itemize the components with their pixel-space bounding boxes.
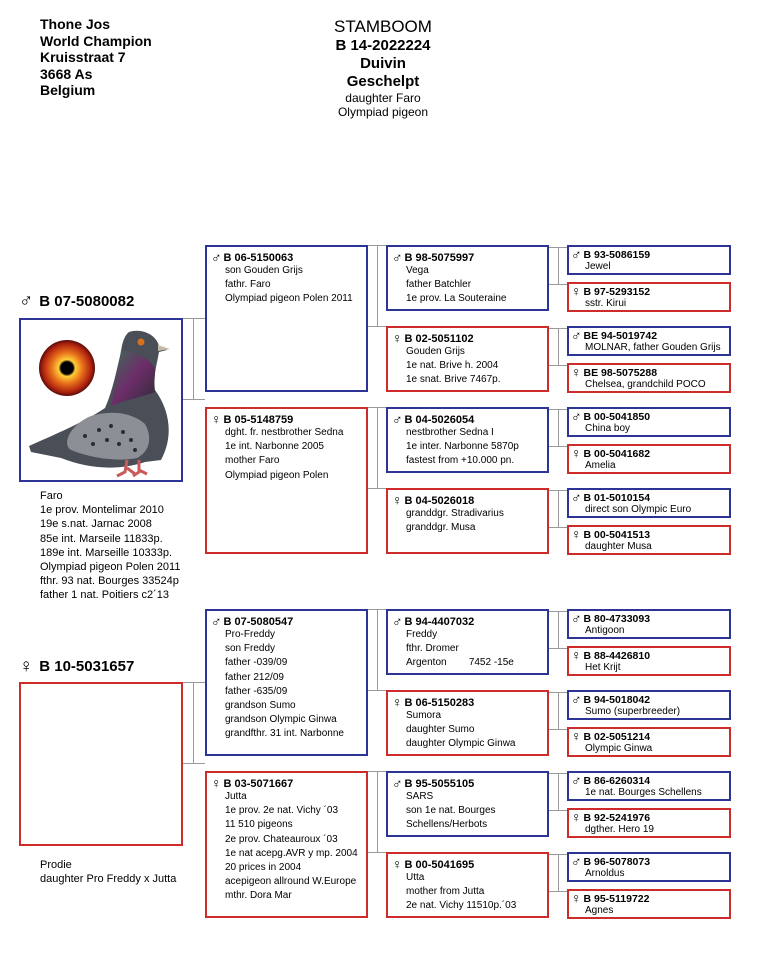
card-info: mother from Jutta: [406, 886, 485, 898]
card-info: fathr. Faro: [225, 279, 271, 291]
card-info: 1e snat. Brive 7467p.: [406, 374, 501, 386]
female-icon: ♀: [571, 364, 582, 380]
card-info: granddgr. Musa: [406, 522, 476, 534]
ring-number: B 86-6260314: [583, 775, 651, 787]
female-icon: ♀: [211, 411, 222, 427]
ring-number: B 02-5051214: [583, 731, 651, 743]
card-info: Vega: [406, 265, 429, 276]
pedigree-card-gen4: [567, 525, 731, 555]
ring-number: B 95-5055105: [404, 778, 475, 790]
card-info: nestbrother Sedna I: [406, 427, 494, 438]
sire-result: 85e int. Marseile 11833p.: [40, 532, 163, 545]
pedigree-header: [280, 17, 486, 119]
female-icon: ♀: [571, 283, 582, 299]
card-info: Sumora: [406, 710, 442, 721]
card-info: Antigoon: [585, 625, 625, 636]
card-info: Olympiad pigeon Polen 2011: [225, 293, 353, 305]
male-icon: ♂: [571, 853, 582, 869]
female-icon: ♀: [19, 656, 34, 677]
pedigree-card-gen4: [567, 407, 731, 437]
card-info: 1e inter. Narbonne 5870p: [406, 441, 519, 453]
card-info: Amelia: [585, 460, 616, 471]
female-icon: ♀: [571, 526, 582, 542]
pedigree-card-gen4: [567, 363, 731, 393]
sire-result: 19e s.nat. Jarnac 2008: [40, 518, 152, 531]
card-info: Argenton 7452 -15e: [406, 657, 514, 669]
pedigree-card-gen4: [567, 488, 731, 518]
card-info: China boy: [585, 423, 631, 434]
card-info: 11 510 pigeons: [225, 819, 293, 831]
male-icon: ♂: [392, 411, 403, 427]
card-info: father -635/09: [225, 685, 288, 697]
card-info: daughter Olympic Ginwa: [406, 738, 516, 750]
ring-number: BE 94-5019742: [583, 330, 658, 342]
pedigree-card-gen3: [386, 852, 549, 918]
sire-name: Faro: [40, 490, 63, 502]
ring-number: B 97-5293152: [583, 286, 651, 298]
male-icon: ♂: [571, 489, 582, 505]
male-icon: ♂: [571, 408, 582, 424]
card-info: Pro-Freddy: [225, 629, 276, 640]
card-info: 1e prov. 2e nat. Vichy ´03: [225, 805, 339, 817]
card-info: son 1e nat. Bourges: [406, 805, 496, 817]
card-info: Olympic Ginwa: [585, 743, 653, 754]
sire-photo-frame: [19, 318, 183, 482]
female-icon: ♀: [571, 445, 582, 461]
male-icon: ♂: [211, 613, 222, 629]
dam-name: Prodie: [40, 859, 72, 871]
pedigree-card-gen2: [205, 609, 368, 756]
card-info: son Gouden Grijs: [225, 265, 303, 276]
card-info: mother Faro: [225, 455, 280, 467]
card-info: Olympiad pigeon Polen: [225, 469, 329, 481]
card-info: son Freddy: [225, 643, 276, 655]
sire-heading: [19, 293, 134, 311]
ring-number: B 04-5026054: [404, 414, 475, 426]
dam-photo-frame: [19, 682, 183, 846]
card-info: Schellens/Herbots: [406, 819, 488, 831]
card-info: fastest from +10.000 pn.: [406, 455, 515, 467]
card-info: sstr. Kirui: [585, 298, 627, 309]
sire-ring: B 07-5080082: [39, 293, 135, 310]
card-info: Sumo (superbreeder): [585, 706, 681, 717]
male-icon: ♂: [571, 246, 582, 262]
pedigree-card-gen4: [567, 889, 731, 919]
card-info: father Batchler: [406, 279, 472, 291]
owner-title: World Champion: [40, 32, 152, 49]
male-icon: ♂: [19, 291, 34, 312]
ring-number: B 03-5071667: [223, 778, 294, 790]
card-info: Utta: [406, 872, 425, 883]
ring-number: BE 98-5075288: [583, 367, 658, 379]
card-info: acepigeon allround W.Europe: [225, 876, 357, 888]
dam-parentage: daughter Pro Freddy x Jutta: [40, 873, 177, 886]
female-icon: ♀: [392, 856, 403, 872]
owner-city: 3668 As: [40, 65, 93, 82]
dam-description: [40, 858, 176, 886]
female-icon: ♀: [211, 775, 222, 791]
card-info: grandson Olympic Ginwa: [225, 714, 337, 726]
card-info: granddgr. Stradivarius: [406, 508, 504, 519]
pedigree-card-gen3: [386, 326, 549, 392]
card-info: Jutta: [225, 791, 247, 802]
female-icon: ♀: [392, 330, 403, 346]
female-icon: ♀: [571, 728, 582, 744]
subject-note-2: Olympiad pigeon: [337, 105, 429, 119]
ring-number: B 00-5041695: [404, 859, 475, 871]
card-info: fthr. Dromer: [406, 643, 459, 655]
ring-number: B 95-5119722: [583, 893, 650, 905]
card-info: Het Krijt: [585, 662, 621, 673]
card-info: 1e nat acepg.AVR y mp. 2004: [225, 847, 358, 859]
female-icon: ♀: [571, 647, 582, 663]
card-info: Jewel: [585, 261, 611, 272]
female-icon: ♀: [392, 694, 403, 710]
card-info: grandfthr. 31 int. Narbonne: [225, 728, 344, 740]
ring-number: B 98-5075997: [404, 252, 475, 264]
ring-number: B 00-5041682: [583, 448, 651, 460]
owner-name: Thone Jos: [40, 16, 111, 32]
subject-species: Duivin: [360, 55, 406, 72]
sire-result: fthr. 93 nat. Bourges 33524p: [40, 575, 179, 588]
pedigree-card-gen3: [386, 407, 549, 473]
card-info: direct son Olympic Euro: [585, 504, 692, 515]
card-info: daughter Musa: [585, 541, 652, 552]
ring-number: B 06-5150063: [223, 252, 294, 264]
card-info: Agnes: [585, 905, 614, 916]
card-info: mthr. Dora Mar: [225, 890, 292, 902]
ring-number: B 05-5148759: [223, 414, 294, 426]
male-icon: ♂: [571, 772, 582, 788]
ring-number: B 04-5026018: [404, 495, 475, 507]
ring-number: B 00-5041513: [583, 529, 651, 541]
ring-number: B 92-5241976: [583, 812, 651, 824]
card-info: Gouden Grijs: [406, 346, 465, 357]
pedigree-card-gen2: [205, 407, 368, 554]
male-icon: ♂: [392, 775, 403, 791]
pedigree-card-gen3: [386, 771, 549, 837]
card-info: 2e nat. Vichy 11510p.´03: [406, 900, 517, 912]
pedigree-card-gen4: [567, 326, 731, 356]
pedigree-card-gen3: [386, 609, 549, 675]
card-info: dght. fr. nestbrother Sedna: [225, 427, 344, 438]
ring-number: B 93-5086159: [583, 249, 651, 261]
pedigree-card-gen3: [386, 488, 549, 554]
card-info: dgther. Hero 19: [585, 824, 654, 835]
sire-description: [40, 489, 180, 603]
ring-number: B 01-5010154: [583, 492, 651, 504]
male-icon: ♂: [571, 327, 582, 343]
pedigree-card-gen4: [567, 690, 731, 720]
female-icon: ♀: [571, 809, 582, 825]
card-info: 1e nat. Brive h. 2004: [406, 360, 499, 372]
pedigree-card-gen4: [567, 771, 731, 801]
owner-country: Belgium: [40, 82, 96, 98]
male-icon: ♂: [392, 249, 403, 265]
pedigree-card-gen2: [205, 771, 368, 918]
ring-number: B 96-5078073: [583, 856, 651, 868]
sire-result: 1e prov. Montelimar 2010: [40, 504, 164, 517]
ring-number: B 02-5051102: [404, 333, 474, 345]
dam-heading: [19, 658, 134, 676]
subject-ring: B 14-2022224: [335, 37, 431, 54]
male-icon: ♂: [211, 249, 222, 265]
card-info: 2e prov. Chateauroux ´03: [225, 833, 338, 845]
ring-number: B 00-5041850: [583, 411, 651, 423]
card-info: 20 prices in 2004: [225, 862, 302, 874]
card-info: MOLNAR, father Gouden Grijs: [585, 342, 721, 353]
dam-ring: B 10-5031657: [39, 658, 135, 675]
card-info: 1e prov. La Souteraine: [406, 293, 507, 305]
card-info: Freddy: [406, 629, 438, 640]
owner-block: [40, 16, 152, 99]
ring-number: B 94-4407032: [404, 616, 475, 628]
pedigree-card-gen4: [567, 245, 731, 275]
male-icon: ♂: [571, 691, 582, 707]
ring-number: B 06-5150283: [404, 697, 475, 709]
pedigree-card-gen2: [205, 245, 368, 392]
subject-color: Geschelpt: [346, 73, 420, 90]
ring-number: B 94-5018042: [583, 694, 651, 706]
card-info: 1e int. Narbonne 2005: [225, 441, 324, 453]
ring-number: B 88-4426810: [583, 650, 651, 662]
card-info: Arnoldus: [585, 868, 625, 879]
card-info: grandson Sumo: [225, 700, 296, 712]
sire-result: father 1 nat. Poitiers c2´13: [40, 589, 170, 602]
card-info: 1e nat. Bourges Schellens: [585, 787, 702, 798]
ring-number: B 80-4733093: [583, 613, 651, 625]
card-info: Chelsea, grandchild POCO: [585, 379, 706, 390]
pedigree-card-gen4: [567, 282, 731, 312]
pigeon-photo: [21, 320, 181, 480]
card-info: father -039/09: [225, 657, 288, 669]
card-info: daughter Sumo: [406, 724, 475, 736]
ring-number: B 07-5080547: [223, 616, 294, 628]
pedigree-card-gen4: [567, 808, 731, 838]
pedigree-card-gen3: [386, 690, 549, 756]
subject-note-1: daughter Faro: [345, 91, 421, 105]
card-info: father 212/09: [225, 671, 284, 683]
female-icon: ♀: [571, 890, 582, 906]
pedigree-card-gen4: [567, 727, 731, 757]
pedigree-card-gen4: [567, 609, 731, 639]
sire-result: Olympiad pigeon Polen 2011: [40, 561, 181, 574]
owner-street: Kruisstraat 7: [40, 49, 126, 65]
pedigree-card-gen4: [567, 444, 731, 474]
page-title: STAMBOOM: [334, 17, 432, 36]
pedigree-card-gen3: [386, 245, 549, 311]
male-icon: ♂: [571, 610, 582, 626]
pedigree-card-gen4: [567, 646, 731, 676]
pedigree-card-gen4: [567, 852, 731, 882]
male-icon: ♂: [392, 613, 403, 629]
card-info: SARS: [406, 791, 434, 802]
sire-result: 189e int. Marseille 10333p.: [40, 546, 173, 559]
female-icon: ♀: [392, 492, 403, 508]
